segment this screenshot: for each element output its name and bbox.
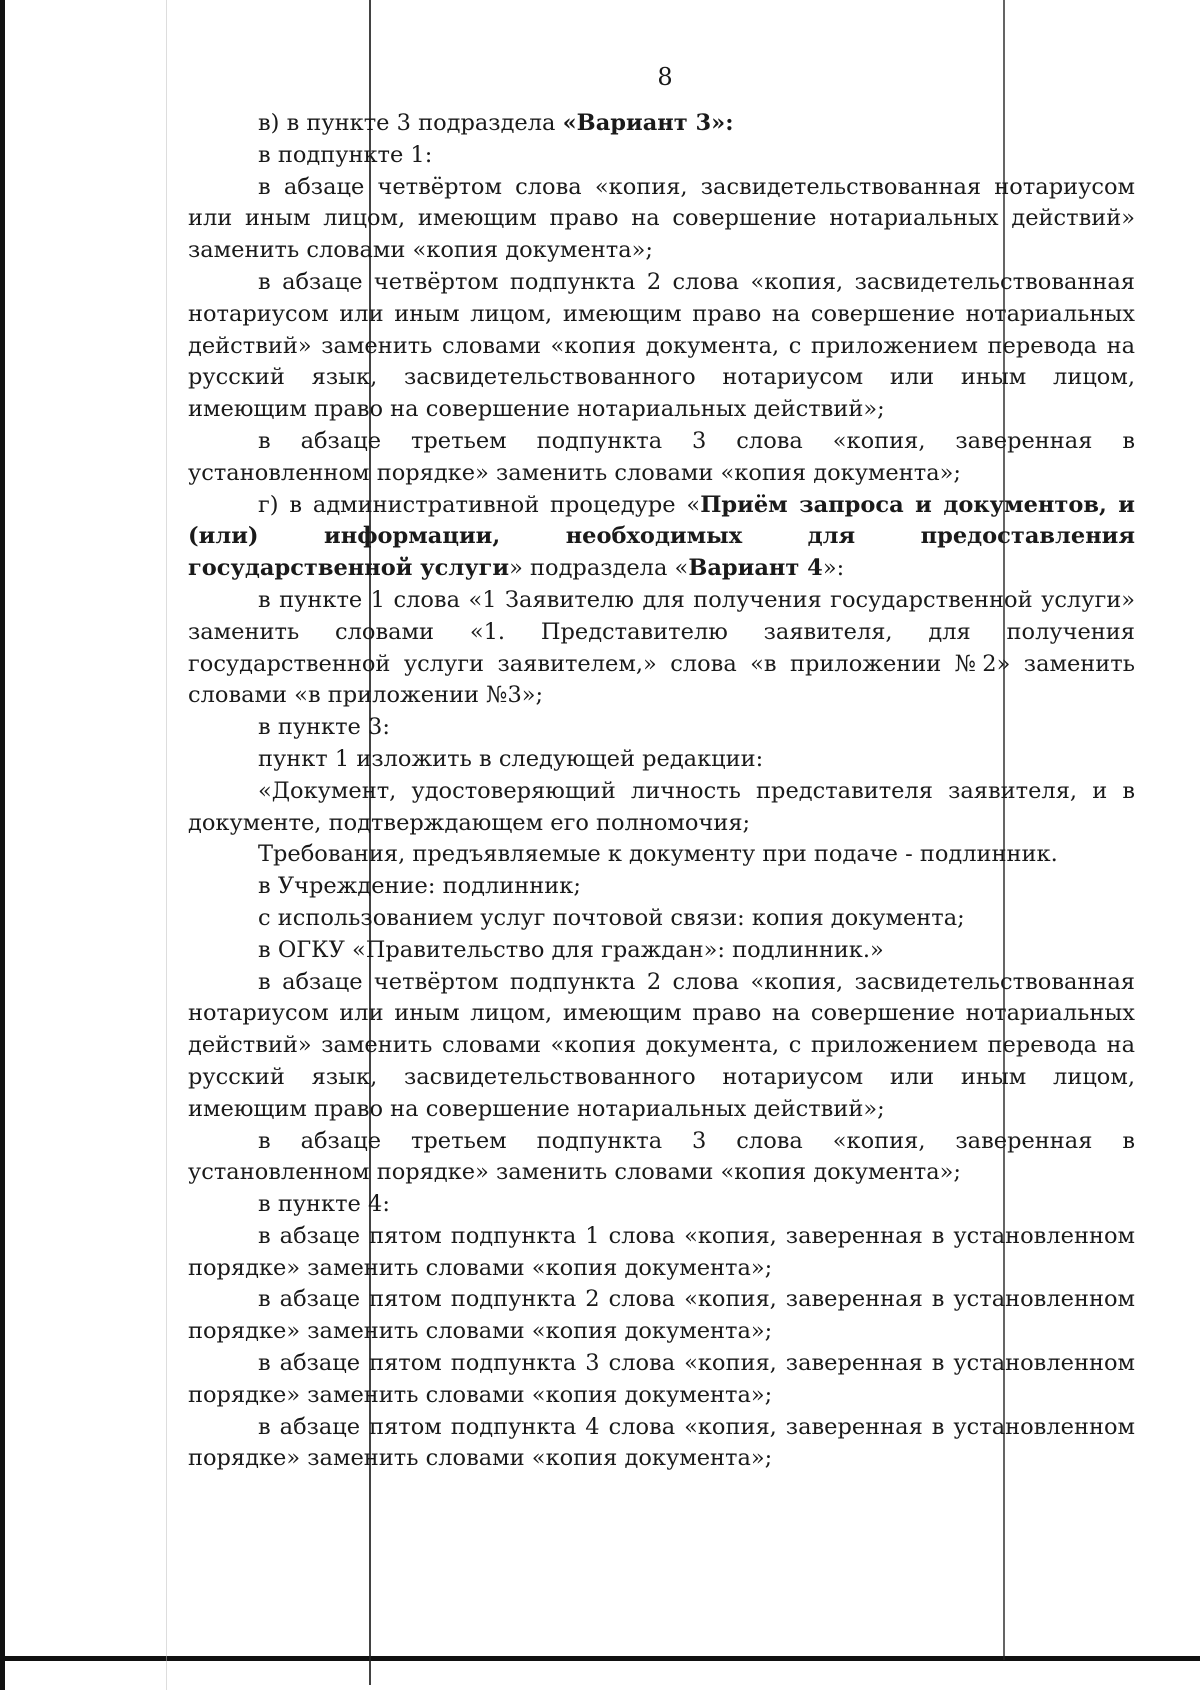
bold-text: Приём запроса и документов, и (или) информации, необходимых для предоставления государственной услуги [188, 491, 1135, 582]
text-run: в абзаце пятом подпункта 3 слова «копия, заверенная в установленном порядке» заменить словами «копия документа»; [188, 1350, 1135, 1408]
paragraph [188, 585, 1135, 712]
text-run: в пункте 1 слова «1 Заявителю для получения государственной услуги» заменить словами «1. Представителю заявителя, для получения государственной услуги заявителем,» слова «в приложении №2» заменить словами «в приложении №3»; [188, 586, 1135, 709]
text-run: » подраздела « [509, 555, 689, 582]
text-run: в пункте 3: [258, 714, 390, 741]
text-run: в абзаце четвёртом слова «копия, засвидетельствованная нотариусом или иным лицом, имеющим право на совершение нотариальных действий» заменить словами «копия документа»; [188, 173, 1135, 264]
paragraph [188, 712, 1135, 744]
text-run: в пункте 4: [258, 1191, 390, 1218]
text-run: в абзаце четвёртом подпункта 2 слова «копия, засвидетельствованная нотариусом или иным лицом, имеющим право на совершение нотариальных действий» заменить словами «копия документа, с приложением перевода на русский язык, засвидетельствованного нотариусом или иным лицом, имеющим право на совершение нотариальных действий»; [188, 968, 1135, 1122]
text-run: в Учреждение: подлинник; [258, 873, 581, 900]
paragraph [188, 426, 1135, 490]
paragraph [188, 1284, 1135, 1348]
text-run: в абзаце третьем подпункта 3 слова «копия, заверенная в установленном порядке» заменить словами «копия документа»; [188, 1127, 1135, 1186]
paragraph [188, 1348, 1135, 1412]
text-run: «Документ, удостоверяющий личность представителя заявителя, и в документе, подтверждающем его полномочия; [188, 777, 1135, 836]
text-run: г) в административной процедуре « [258, 491, 701, 518]
paragraph [188, 935, 1135, 967]
paragraph [188, 140, 1135, 172]
document-body [188, 108, 1135, 1475]
paragraph [188, 1126, 1135, 1190]
paragraph [188, 1189, 1135, 1221]
paragraph [188, 839, 1135, 871]
bold-text: «Вариант 3»: [562, 110, 734, 136]
paragraph [188, 1412, 1135, 1476]
text-run: в абзаце пятом подпункта 4 слова «копия, заверенная в установленном порядке» заменить словами «копия документа»; [188, 1413, 1135, 1472]
bold-text: Вариант 4 [688, 555, 823, 582]
text-run: в) в пункте 3 подраздела [258, 110, 563, 136]
text-run: »: [822, 555, 845, 582]
text-run: Требования, предъявляемые к документу при подаче - подлинник. [258, 841, 1058, 868]
paragraph [188, 490, 1135, 585]
paragraph [188, 267, 1135, 426]
page-number: 8 [657, 63, 673, 91]
text-run: в абзаце четвёртом подпункта 2 слова «копия, засвидетельствованная нотариусом или иным лицом, имеющим право на совершение нотариальных действий» заменить словами «копия документа, с приложением перевода на русский язык, засвидетельствованного нотариусом или иным лицом, имеющим право на совершение нотариальных действий»; [188, 268, 1135, 423]
paragraph [188, 108, 1135, 140]
paragraph [188, 776, 1135, 840]
text-run: в абзаце пятом подпункта 1 слова «копия, заверенная в установленном порядке» заменить словами «копия документа»; [188, 1222, 1135, 1281]
scan-left-edge [0, 0, 5, 1690]
text-run: в подпункте 1: [258, 141, 433, 168]
text-run: в абзаце пятом подпункта 2 слова «копия, заверенная в установленном порядке» заменить словами «копия документа»; [188, 1286, 1135, 1345]
paragraph [188, 744, 1135, 776]
paragraph [188, 903, 1135, 935]
scan-faint-line [166, 0, 167, 1690]
text-run: пункт 1 изложить в следующей редакции: [258, 745, 764, 772]
text-run: в абзаце третьем подпункта 3 слова «копия, заверенная в установленном порядке» заменить словами «копия документа»; [188, 427, 1135, 486]
paragraph [188, 172, 1135, 267]
paragraph [188, 967, 1135, 1126]
paragraph [188, 1221, 1135, 1285]
paragraph [188, 871, 1135, 903]
scan-bottom-edge [0, 1656, 1200, 1661]
text-run: в ОГКУ «Правительство для граждан»: подлинник.» [258, 936, 884, 963]
text-run: с использованием услуг почтовой связи: копия документа; [258, 904, 965, 931]
